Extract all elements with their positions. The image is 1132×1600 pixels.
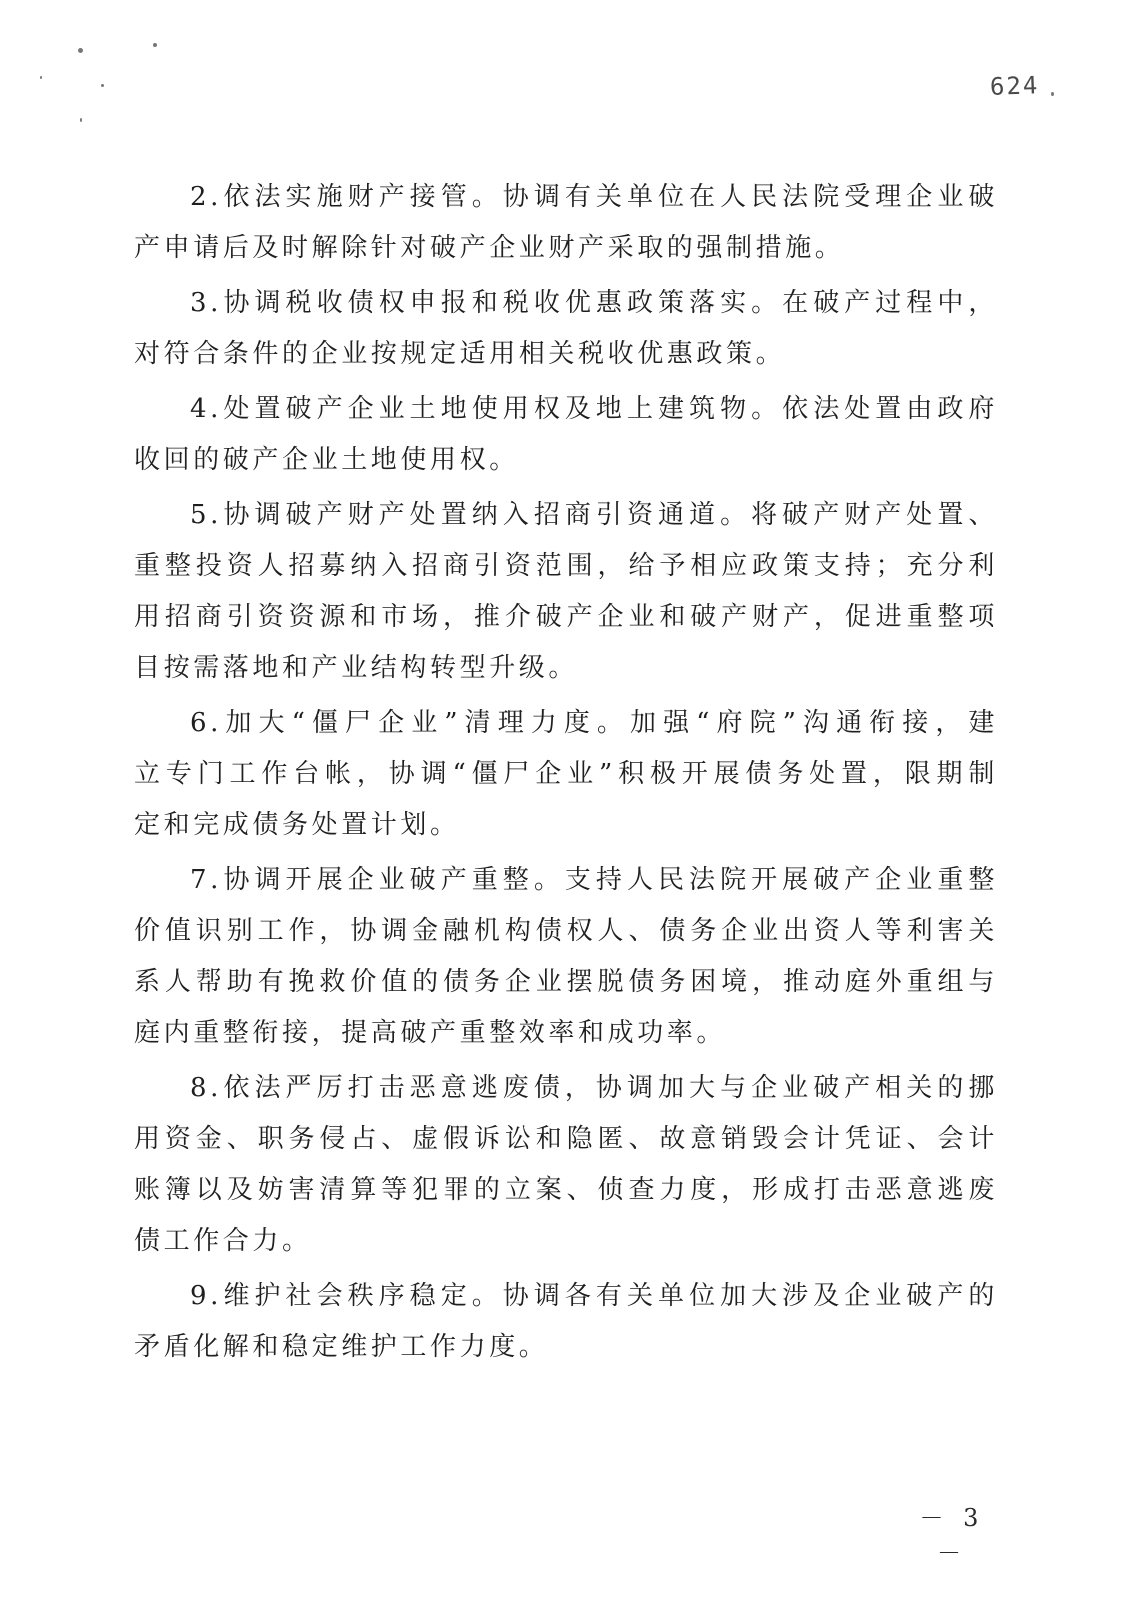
archive-number-stamp: 624 bbox=[989, 71, 1040, 101]
paragraph-line: 用招商引资资源和市场，推介破产企业和破产财产，促进重整项 bbox=[134, 602, 998, 632]
paragraph-line: 定和完成债务处置计划。 bbox=[134, 810, 460, 840]
paragraph-line: 系人帮助有挽救价值的债务企业摆脱债务困境，推动庭外重组与 bbox=[134, 967, 998, 997]
scan-speck bbox=[40, 76, 42, 79]
clause-paragraph bbox=[134, 490, 998, 694]
clause-paragraph bbox=[134, 172, 998, 274]
paragraph-line: 债工作合力。 bbox=[134, 1226, 312, 1256]
clause-paragraph bbox=[134, 855, 998, 1059]
paragraph-line: 对符合条件的企业按规定适用相关税收优惠政策。 bbox=[134, 339, 786, 369]
scan-speck bbox=[1051, 92, 1054, 96]
paragraph-line: 用资金、职务侵占、虚假诉讼和隐匿、故意销毁会计凭证、会计 bbox=[134, 1124, 998, 1154]
clause-paragraph bbox=[134, 1063, 998, 1267]
paragraph-line: 4.处置破产企业土地使用权及地上建筑物。依法处置由政府 bbox=[190, 394, 998, 424]
paragraph-line: 账簿以及妨害清算等犯罪的立案、侦查力度，形成打击恶意逃废 bbox=[134, 1175, 998, 1205]
paragraph-line: 8.依法严厉打击恶意逃废债，协调加大与企业破产相关的挪 bbox=[190, 1073, 998, 1103]
scan-speck bbox=[153, 43, 157, 47]
paragraph-line: 5.协调破产财产处置纳入招商引资通道。将破产财产处置、 bbox=[190, 500, 998, 530]
paragraph-line: 7.协调开展企业破产重整。支持人民法院开展破产企业重整 bbox=[190, 865, 998, 895]
scan-speck bbox=[78, 48, 83, 53]
clause-paragraph bbox=[134, 1271, 998, 1373]
paragraph-line: 矛盾化解和稳定维护工作力度。 bbox=[134, 1332, 549, 1362]
paragraph-line: 2.依法实施财产接管。协调有关单位在人民法院受理企业破 bbox=[190, 182, 998, 212]
clause-paragraph bbox=[134, 278, 998, 380]
paragraph-line: 6.加大“僵尸企业”清理力度。加强“府院”沟通衔接，建 bbox=[190, 708, 998, 738]
body-text bbox=[134, 172, 998, 1377]
paragraph-line: 3.协调税收债权申报和税收优惠政策落实。在破产过程中， bbox=[190, 288, 998, 318]
paragraph-line: 重整投资人招募纳入招商引资范围，给予相应政策支持；充分利 bbox=[134, 551, 998, 581]
paragraph-line: 价值识别工作，协调金融机构债权人、债务企业出资人等利害关 bbox=[134, 916, 998, 946]
paragraph-line: 庭内重整衔接，提高破产重整效率和成功率。 bbox=[134, 1018, 727, 1048]
paragraph-line: 产申请后及时解除针对破产企业财产采取的强制措施。 bbox=[134, 233, 845, 263]
scan-speck bbox=[101, 84, 104, 87]
paragraph-line: 收回的破产企业土地使用权。 bbox=[134, 445, 519, 475]
paragraph-line: 目按需落地和产业结构转型升级。 bbox=[134, 653, 579, 683]
scan-speck bbox=[80, 118, 82, 122]
page-number: － 3 － bbox=[919, 1504, 985, 1567]
paragraph-line: 9.维护社会秩序稳定。协调各有关单位加大涉及企业破产的 bbox=[190, 1281, 998, 1311]
clause-paragraph bbox=[134, 698, 998, 851]
paragraph-line: 立专门工作台帐，协调“僵尸企业”积极开展债务处置，限期制 bbox=[134, 759, 998, 789]
clause-paragraph bbox=[134, 384, 998, 486]
